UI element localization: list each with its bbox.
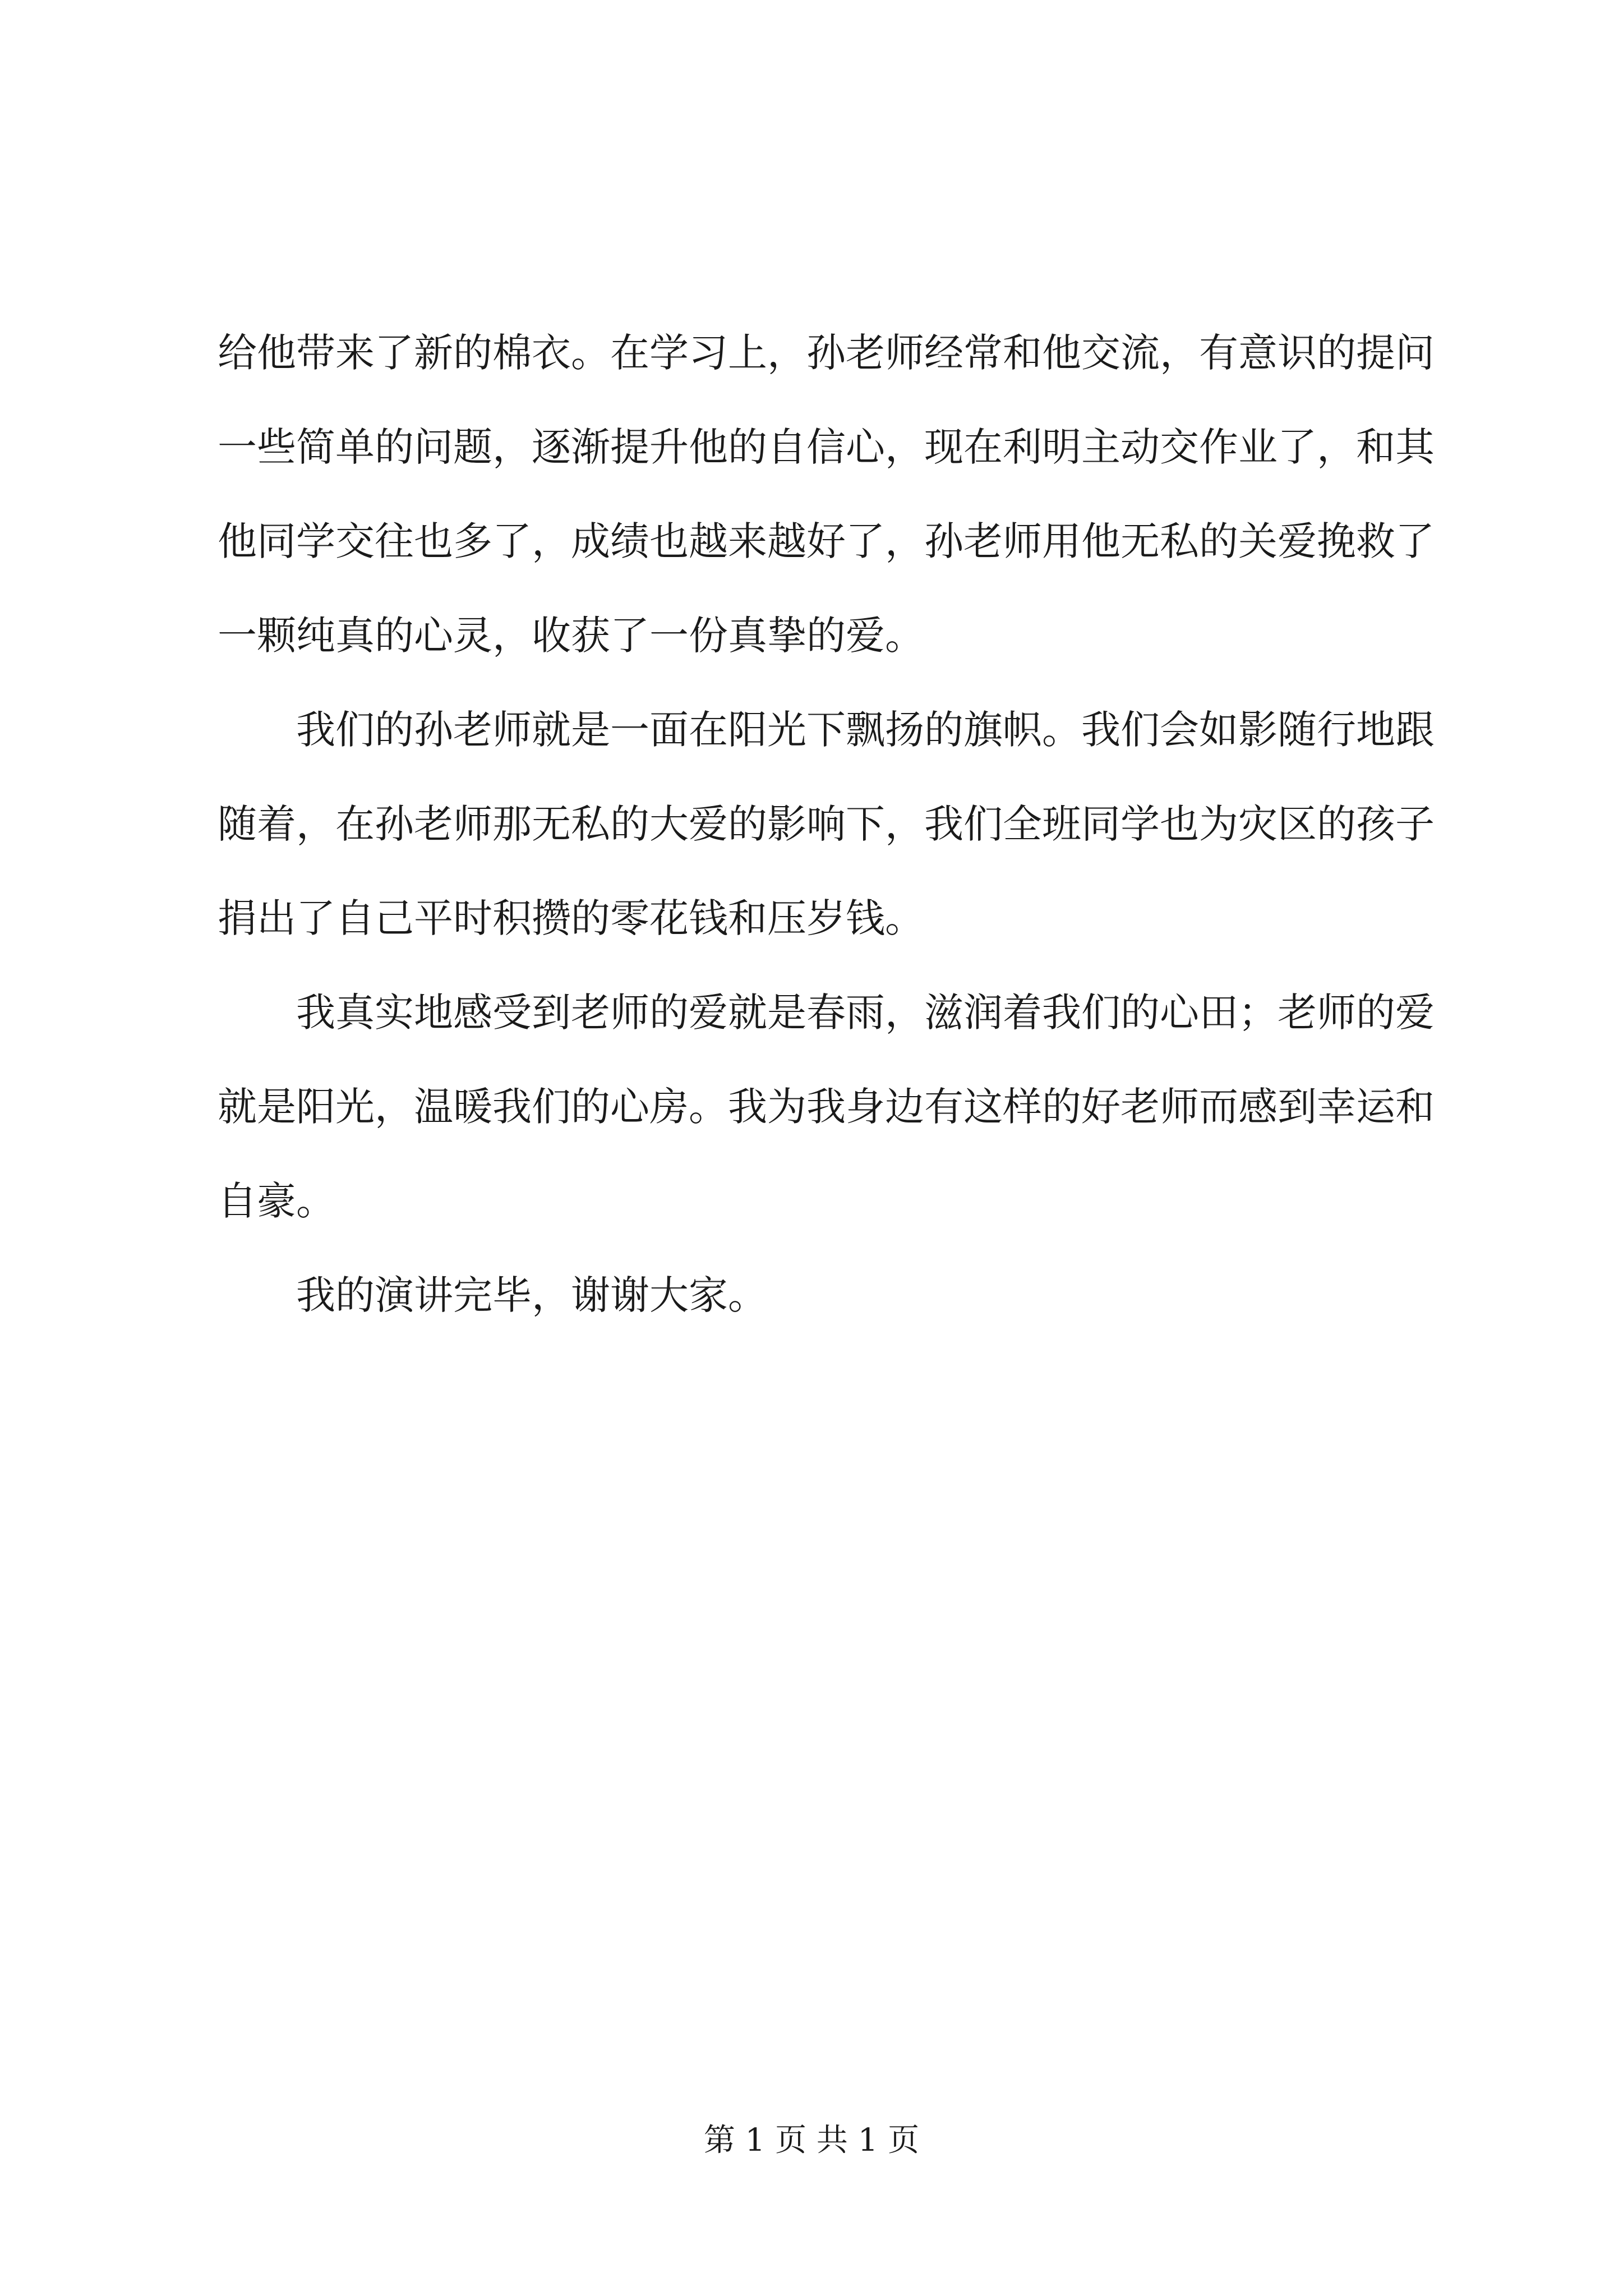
- paragraph: 我真实地感受到老师的爱就是春雨，滋润着我们的心田；老师的爱就是阳光，温暖我们的心房。我为我身边有这样的好老师而感到幸运和自豪。: [218, 990, 1435, 1224]
- document-body: [218, 306, 1435, 1342]
- paragraph-continued: 给他带来了新的棉衣。在学习上，孙老师经常和他交流，有意识的提问一些简单的问题，逐渐提升他的自信心，现在利明主动交作业了，和其他同学交往也多了，成绩也越来越好了，孙老师用他无私的关爱挽救了一颗纯真的心灵，收获了一份真挚的爱。: [218, 330, 1435, 659]
- page-footer: 第 1 页 共 1 页: [703, 2122, 920, 2159]
- paragraph: 我们的孙老师就是一面在阳光下飘扬的旗帜。我们会如影随行地跟随着，在孙老师那无私的大爱的影响下，我们全班同学也为灾区的孩子捐出了自己平时积攒的零花钱和压岁钱。: [218, 707, 1435, 941]
- paragraph-closing: 我的演讲完毕，谢谢大家。: [296, 1272, 767, 1318]
